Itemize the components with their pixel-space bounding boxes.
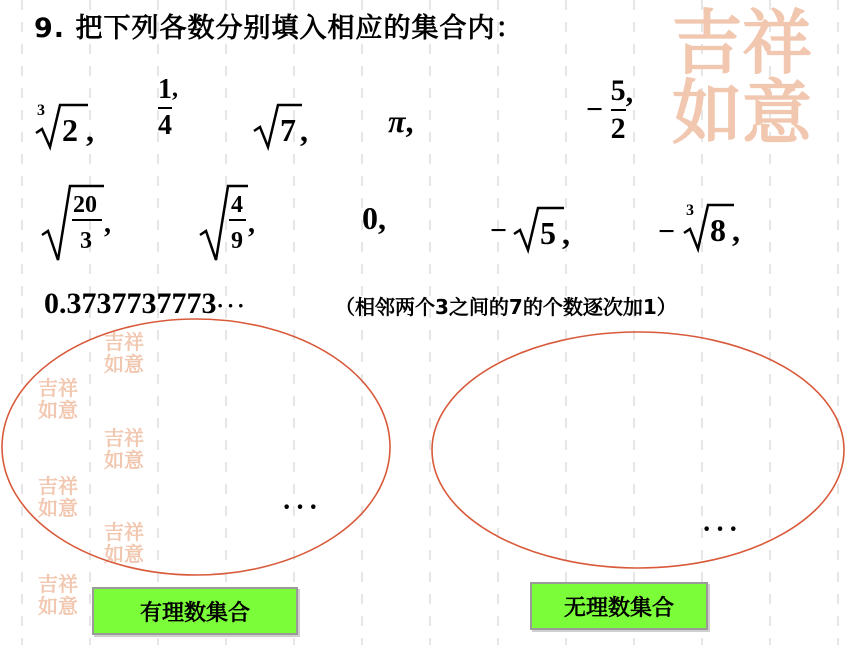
seal-char: 如 [104,448,124,472]
fraction-bar [158,107,172,109]
comma: , [625,76,634,109]
minus-sign: − [490,214,508,247]
seal-small [38,574,88,618]
seal-char: 吉 [672,1,742,84]
seal-small [104,332,154,376]
seal-small [38,476,88,520]
radicand: 2 [62,112,78,148]
seal-char: 祥 [58,572,78,596]
seal-char: 意 [124,542,144,566]
negative-five-halves [586,76,633,144]
seal-char: 吉 [38,572,58,596]
comma: , [172,76,178,102]
fraction-denominator: 3 [80,228,92,254]
seal-char: 祥 [124,330,144,354]
seal-char: 意 [124,352,144,376]
seal-char: 如 [38,398,58,422]
comma: , [562,215,570,251]
seal-char: 如 [104,542,124,566]
sqrt-7 [252,95,332,155]
cube-root-2 [30,95,110,155]
radicand: 8 [710,212,726,248]
seal-char: 吉 [38,376,58,400]
radicand: 7 [280,112,296,148]
fraction-numerator: 4 [231,192,243,218]
seal-char: 祥 [58,376,78,400]
seal-char: 意 [58,594,78,618]
seal-char: 意 [124,448,144,472]
comma: , [300,112,308,148]
root-index: 3 [37,102,45,119]
comma: , [104,208,111,239]
comma: , [86,112,94,148]
sqrt-twenty-thirds [40,180,130,270]
seal-char: 吉 [104,426,124,450]
minus-sign: − [586,93,604,126]
seal-char: 吉 [104,330,124,354]
negative-sqrt-5 [488,200,598,260]
seal-char: 祥 [124,426,144,450]
pi [388,103,413,140]
rational-set-label[interactable]: 有理数集合 [92,587,298,635]
comma: , [405,103,414,139]
irrational-set-ellipsis: ··· [702,514,743,545]
fraction-numerator: 5 [610,74,626,107]
seal-small [104,428,154,472]
fraction-denominator: 2 [610,112,626,145]
fraction-one-quarter [158,76,178,140]
fraction-bar [611,109,626,111]
seal-large [672,1,852,154]
decimal-dots: ··· [216,293,248,318]
seal-char: 如 [38,496,58,520]
fraction-denominator: 4 [158,110,172,141]
zero-value: 0 [362,200,378,236]
seal-char: 吉 [38,474,58,498]
seal-small [38,378,88,422]
seal-char: 祥 [124,520,144,544]
minus-sign: − [658,215,676,248]
root-index: 3 [686,202,694,219]
negative-cube-root-8 [656,195,766,255]
zero [362,200,386,237]
fraction-denominator: 9 [231,228,243,254]
irrational-set-label[interactable]: 无理数集合 [530,582,708,630]
fraction-numerator: 20 [73,192,97,218]
seal-char: 祥 [742,1,812,84]
rational-set-ellipsis: ··· [282,492,323,523]
decimal-note: （相邻两个3之间的7的个数逐次加1） [335,295,677,319]
problem-title: 9. 把下列各数分别填入相应的集合内： [34,13,524,44]
comma: , [248,208,255,239]
pi-symbol: π [388,103,406,139]
seal-char: 如 [672,71,742,154]
seal-char: 如 [38,594,58,618]
repeating-decimal [44,287,248,321]
sqrt-four-ninths [198,180,278,270]
comma: , [378,200,386,236]
seal-char: 祥 [58,474,78,498]
seal-char: 意 [58,398,78,422]
seal-char: 意 [742,71,812,154]
comma: , [732,212,740,248]
seal-char: 吉 [104,520,124,544]
fraction-numerator: 1 [158,74,172,105]
decimal-value: 0.3737737773 [44,287,217,320]
seal-small [104,522,154,566]
radicand: 5 [540,215,556,251]
seal-char: 如 [104,352,124,376]
seal-char: 意 [58,496,78,520]
